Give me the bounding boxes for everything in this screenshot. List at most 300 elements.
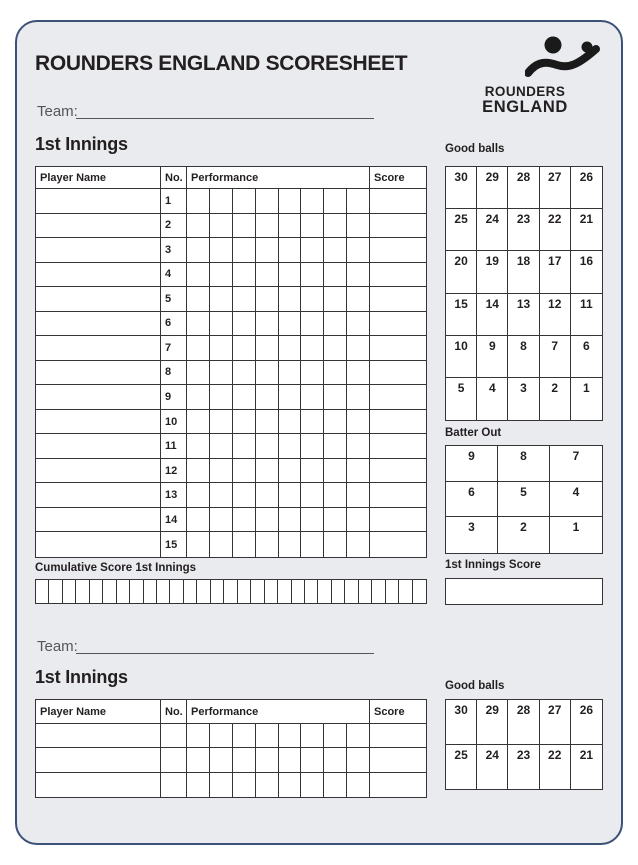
performance-cell bbox=[256, 773, 279, 797]
performance-cell bbox=[210, 312, 233, 337]
good-ball-cell: 19 bbox=[477, 251, 508, 293]
performance-cell bbox=[301, 189, 324, 214]
performance-cell bbox=[347, 189, 370, 214]
batter-out-cell: 1 bbox=[550, 517, 602, 553]
good-ball-cell: 18 bbox=[508, 251, 539, 293]
performance-cell bbox=[256, 361, 279, 386]
score-cell bbox=[370, 532, 426, 557]
performance-cell bbox=[233, 483, 256, 508]
performance-cell bbox=[301, 748, 324, 772]
column-header-no: No. bbox=[161, 167, 187, 189]
cumulative-score-cell bbox=[413, 580, 426, 603]
performance-cell bbox=[210, 336, 233, 361]
good-ball-cell: 26 bbox=[571, 700, 602, 745]
performance-cell bbox=[301, 214, 324, 239]
batter-out-cell: 8 bbox=[498, 446, 550, 482]
batter-number-cell bbox=[161, 724, 187, 748]
good-ball-cell: 27 bbox=[540, 700, 571, 745]
performance-cell bbox=[279, 724, 302, 748]
batter-out-cell: 2 bbox=[498, 517, 550, 553]
performance-cell bbox=[301, 238, 324, 263]
performance-cell bbox=[256, 189, 279, 214]
good-ball-cell: 7 bbox=[540, 336, 571, 378]
performance-cell bbox=[279, 287, 302, 312]
team-name-line-bottom bbox=[76, 653, 374, 654]
performance-cell bbox=[279, 532, 302, 557]
player-name-cell bbox=[36, 385, 161, 410]
performance-cell bbox=[324, 238, 347, 263]
performance-cell bbox=[233, 238, 256, 263]
performance-cell bbox=[324, 287, 347, 312]
performance-cell bbox=[301, 263, 324, 288]
page-title: ROUNDERS ENGLAND SCORESHEET bbox=[35, 52, 408, 75]
cumulative-score-cell bbox=[144, 580, 157, 603]
performance-cell bbox=[210, 410, 233, 435]
performance-cell bbox=[279, 410, 302, 435]
good-ball-cell: 10 bbox=[446, 336, 477, 378]
cumulative-score-cell bbox=[318, 580, 331, 603]
batter-out-cell: 7 bbox=[550, 446, 602, 482]
performance-cell bbox=[347, 508, 370, 533]
performance-cell bbox=[256, 410, 279, 435]
performance-cell bbox=[187, 483, 210, 508]
good-ball-cell: 3 bbox=[508, 378, 539, 420]
player-name-cell bbox=[36, 434, 161, 459]
good-ball-cell: 1 bbox=[571, 378, 602, 420]
performance-cell bbox=[233, 434, 256, 459]
score-cell bbox=[370, 724, 426, 748]
cumulative-score-cell bbox=[103, 580, 116, 603]
cumulative-score-cell bbox=[265, 580, 278, 603]
batter-number-cell bbox=[161, 773, 187, 797]
performance-cell bbox=[301, 287, 324, 312]
good-ball-cell: 2 bbox=[540, 378, 571, 420]
good-ball-cell: 30 bbox=[446, 700, 477, 745]
performance-cell bbox=[210, 189, 233, 214]
performance-cell bbox=[279, 748, 302, 772]
performance-cell bbox=[233, 263, 256, 288]
performance-cell bbox=[187, 724, 210, 748]
performance-cell bbox=[279, 385, 302, 410]
score-cell bbox=[370, 189, 426, 214]
players-table-top bbox=[35, 166, 427, 558]
performance-cell bbox=[256, 748, 279, 772]
performance-cell bbox=[187, 410, 210, 435]
performance-cell bbox=[279, 336, 302, 361]
cumulative-score-cell bbox=[184, 580, 197, 603]
player-name-cell bbox=[36, 214, 161, 239]
batter-out-cell: 9 bbox=[446, 446, 498, 482]
column-header-performance: Performance bbox=[187, 700, 370, 724]
team-label-bottom: Team: bbox=[37, 638, 78, 655]
performance-cell bbox=[301, 434, 324, 459]
player-name-cell bbox=[36, 263, 161, 288]
performance-cell bbox=[187, 773, 210, 797]
performance-cell bbox=[324, 214, 347, 239]
good-ball-cell: 25 bbox=[446, 745, 477, 790]
performance-cell bbox=[324, 336, 347, 361]
cumulative-score-cell bbox=[76, 580, 89, 603]
performance-cell bbox=[233, 214, 256, 239]
batter-number-cell: 11 bbox=[161, 434, 187, 459]
performance-cell bbox=[210, 724, 233, 748]
performance-cell bbox=[187, 385, 210, 410]
performance-cell bbox=[301, 361, 324, 386]
performance-cell bbox=[347, 312, 370, 337]
performance-cell bbox=[347, 532, 370, 557]
performance-cell bbox=[301, 336, 324, 361]
performance-cell bbox=[210, 238, 233, 263]
batter-out-label: Batter Out bbox=[445, 427, 502, 439]
performance-cell bbox=[279, 312, 302, 337]
player-name-cell bbox=[36, 336, 161, 361]
performance-cell bbox=[256, 238, 279, 263]
performance-cell bbox=[256, 312, 279, 337]
performance-cell bbox=[324, 724, 347, 748]
performance-cell bbox=[347, 459, 370, 484]
score-cell bbox=[370, 410, 426, 435]
good-ball-cell: 15 bbox=[446, 294, 477, 336]
score-cell bbox=[370, 336, 426, 361]
batter-number-cell: 1 bbox=[161, 189, 187, 214]
performance-cell bbox=[233, 748, 256, 772]
performance-cell bbox=[233, 287, 256, 312]
cumulative-score-cell bbox=[238, 580, 251, 603]
score-cell bbox=[370, 287, 426, 312]
good-balls-label-top: Good balls bbox=[445, 143, 505, 155]
cumulative-score-cell bbox=[157, 580, 170, 603]
batter-number-cell: 4 bbox=[161, 263, 187, 288]
performance-cell bbox=[324, 483, 347, 508]
good-ball-cell: 13 bbox=[508, 294, 539, 336]
performance-cell bbox=[210, 214, 233, 239]
player-name-cell bbox=[36, 410, 161, 435]
performance-cell bbox=[347, 214, 370, 239]
performance-cell bbox=[279, 263, 302, 288]
performance-cell bbox=[233, 361, 256, 386]
rounders-england-logo-text bbox=[457, 85, 593, 116]
performance-cell bbox=[210, 263, 233, 288]
performance-cell bbox=[233, 336, 256, 361]
good-ball-cell: 28 bbox=[508, 700, 539, 745]
player-name-cell bbox=[36, 532, 161, 557]
batter-number-cell: 8 bbox=[161, 361, 187, 386]
performance-cell bbox=[256, 385, 279, 410]
performance-cell bbox=[301, 724, 324, 748]
column-header-score: Score bbox=[370, 700, 426, 724]
good-balls-grid-top bbox=[445, 166, 603, 421]
performance-cell bbox=[279, 459, 302, 484]
batter-number-cell: 9 bbox=[161, 385, 187, 410]
score-cell bbox=[370, 434, 426, 459]
performance-cell bbox=[347, 773, 370, 797]
cumulative-score-cell bbox=[117, 580, 130, 603]
performance-cell bbox=[210, 748, 233, 772]
performance-cell bbox=[347, 410, 370, 435]
player-name-cell bbox=[36, 361, 161, 386]
performance-cell bbox=[347, 434, 370, 459]
performance-cell bbox=[187, 263, 210, 288]
score-cell bbox=[370, 483, 426, 508]
player-name-cell bbox=[36, 189, 161, 214]
player-name-cell bbox=[36, 508, 161, 533]
cumulative-score-cell bbox=[90, 580, 103, 603]
performance-cell bbox=[279, 238, 302, 263]
good-ball-cell: 20 bbox=[446, 251, 477, 293]
performance-cell bbox=[210, 434, 233, 459]
cumulative-score-cell bbox=[278, 580, 291, 603]
cumulative-score-strip bbox=[35, 579, 427, 604]
performance-cell bbox=[347, 483, 370, 508]
batter-number-cell: 13 bbox=[161, 483, 187, 508]
good-ball-cell: 23 bbox=[508, 745, 539, 790]
performance-cell bbox=[301, 773, 324, 797]
performance-cell bbox=[233, 410, 256, 435]
column-header-player-name: Player Name bbox=[36, 700, 161, 724]
performance-cell bbox=[256, 434, 279, 459]
good-ball-cell: 27 bbox=[540, 167, 571, 209]
good-ball-cell: 21 bbox=[571, 745, 602, 790]
performance-cell bbox=[233, 312, 256, 337]
performance-cell bbox=[256, 532, 279, 557]
performance-cell bbox=[210, 361, 233, 386]
player-name-cell bbox=[36, 773, 161, 797]
cumulative-score-cell bbox=[305, 580, 318, 603]
good-ball-cell: 16 bbox=[571, 251, 602, 293]
performance-cell bbox=[324, 748, 347, 772]
performance-cell bbox=[324, 434, 347, 459]
performance-cell bbox=[256, 336, 279, 361]
performance-cell bbox=[279, 483, 302, 508]
performance-cell bbox=[324, 312, 347, 337]
performance-cell bbox=[187, 238, 210, 263]
batter-number-cell: 2 bbox=[161, 214, 187, 239]
performance-cell bbox=[233, 385, 256, 410]
good-ball-cell: 12 bbox=[540, 294, 571, 336]
performance-cell bbox=[347, 724, 370, 748]
performance-cell bbox=[324, 459, 347, 484]
good-ball-cell: 24 bbox=[477, 745, 508, 790]
performance-cell bbox=[233, 459, 256, 484]
innings-score-box bbox=[445, 578, 603, 605]
performance-cell bbox=[324, 410, 347, 435]
batter-number-cell: 7 bbox=[161, 336, 187, 361]
team-name-line-top bbox=[76, 118, 374, 119]
cumulative-score-cell bbox=[251, 580, 264, 603]
player-name-cell bbox=[36, 287, 161, 312]
performance-cell bbox=[210, 459, 233, 484]
cumulative-score-label: Cumulative Score 1st Innings bbox=[35, 562, 197, 574]
performance-cell bbox=[256, 263, 279, 288]
performance-cell bbox=[279, 214, 302, 239]
good-ball-cell: 23 bbox=[508, 209, 539, 251]
performance-cell bbox=[279, 361, 302, 386]
performance-cell bbox=[210, 773, 233, 797]
performance-cell bbox=[187, 434, 210, 459]
performance-cell bbox=[279, 434, 302, 459]
good-ball-cell: 22 bbox=[540, 209, 571, 251]
good-balls-grid-bottom bbox=[445, 699, 603, 790]
column-header-player-name: Player Name bbox=[36, 167, 161, 189]
player-name-cell bbox=[36, 312, 161, 337]
team-label-top: Team: bbox=[37, 103, 78, 120]
good-ball-cell: 8 bbox=[508, 336, 539, 378]
performance-cell bbox=[210, 287, 233, 312]
player-name-cell bbox=[36, 459, 161, 484]
performance-cell bbox=[347, 748, 370, 772]
column-header-score: Score bbox=[370, 167, 426, 189]
performance-cell bbox=[210, 483, 233, 508]
cumulative-score-cell bbox=[292, 580, 305, 603]
performance-cell bbox=[187, 361, 210, 386]
good-ball-cell: 9 bbox=[477, 336, 508, 378]
performance-cell bbox=[187, 312, 210, 337]
performance-cell bbox=[347, 263, 370, 288]
score-cell bbox=[370, 263, 426, 288]
performance-cell bbox=[187, 459, 210, 484]
good-ball-cell: 28 bbox=[508, 167, 539, 209]
good-ball-cell: 17 bbox=[540, 251, 571, 293]
players-table-bottom bbox=[35, 699, 427, 798]
batter-out-cell: 6 bbox=[446, 482, 498, 518]
performance-cell bbox=[233, 773, 256, 797]
score-cell bbox=[370, 748, 426, 772]
performance-cell bbox=[301, 410, 324, 435]
cumulative-score-cell bbox=[49, 580, 62, 603]
performance-cell bbox=[256, 214, 279, 239]
performance-cell bbox=[187, 336, 210, 361]
player-name-cell bbox=[36, 724, 161, 748]
cumulative-score-cell bbox=[332, 580, 345, 603]
batter-number-cell: 12 bbox=[161, 459, 187, 484]
cumulative-score-cell bbox=[345, 580, 358, 603]
batter-number-cell: 15 bbox=[161, 532, 187, 557]
cumulative-score-cell bbox=[224, 580, 237, 603]
score-cell bbox=[370, 773, 426, 797]
rounders-england-logo-icon bbox=[525, 35, 601, 85]
performance-cell bbox=[233, 532, 256, 557]
innings-heading-bottom: 1st Innings bbox=[35, 667, 128, 687]
batter-number-cell: 6 bbox=[161, 312, 187, 337]
player-name-cell bbox=[36, 748, 161, 772]
performance-cell bbox=[210, 508, 233, 533]
scoresheet-page bbox=[15, 20, 623, 845]
performance-cell bbox=[301, 508, 324, 533]
good-ball-cell: 30 bbox=[446, 167, 477, 209]
performance-cell bbox=[256, 724, 279, 748]
performance-cell bbox=[187, 508, 210, 533]
cumulative-score-cell bbox=[63, 580, 76, 603]
player-name-cell bbox=[36, 238, 161, 263]
player-name-cell bbox=[36, 483, 161, 508]
performance-cell bbox=[256, 459, 279, 484]
score-cell bbox=[370, 508, 426, 533]
performance-cell bbox=[301, 483, 324, 508]
performance-cell bbox=[324, 189, 347, 214]
performance-cell bbox=[324, 263, 347, 288]
performance-cell bbox=[347, 287, 370, 312]
logo-line2: ENGLAND bbox=[482, 98, 568, 117]
performance-cell bbox=[210, 385, 233, 410]
performance-cell bbox=[324, 532, 347, 557]
good-ball-cell: 14 bbox=[477, 294, 508, 336]
performance-cell bbox=[279, 189, 302, 214]
performance-cell bbox=[301, 385, 324, 410]
column-header-no: No. bbox=[161, 700, 187, 724]
innings-score-label: 1st Innings Score bbox=[445, 559, 541, 571]
good-ball-cell: 4 bbox=[477, 378, 508, 420]
performance-cell bbox=[347, 238, 370, 263]
performance-cell bbox=[279, 508, 302, 533]
performance-cell bbox=[210, 532, 233, 557]
good-ball-cell: 21 bbox=[571, 209, 602, 251]
good-ball-cell: 26 bbox=[571, 167, 602, 209]
good-balls-label-bottom: Good balls bbox=[445, 680, 505, 692]
cumulative-score-cell bbox=[36, 580, 49, 603]
performance-cell bbox=[347, 361, 370, 386]
score-cell bbox=[370, 361, 426, 386]
column-header-performance: Performance bbox=[187, 167, 370, 189]
performance-cell bbox=[256, 287, 279, 312]
batter-number-cell bbox=[161, 748, 187, 772]
score-cell bbox=[370, 214, 426, 239]
batter-number-cell: 5 bbox=[161, 287, 187, 312]
good-ball-cell: 24 bbox=[477, 209, 508, 251]
performance-cell bbox=[233, 508, 256, 533]
batter-out-cell: 3 bbox=[446, 517, 498, 553]
good-ball-cell: 5 bbox=[446, 378, 477, 420]
performance-cell bbox=[324, 361, 347, 386]
performance-cell bbox=[233, 724, 256, 748]
good-ball-cell: 6 bbox=[571, 336, 602, 378]
performance-cell bbox=[347, 385, 370, 410]
good-ball-cell: 29 bbox=[477, 167, 508, 209]
performance-cell bbox=[301, 532, 324, 557]
cumulative-score-cell bbox=[399, 580, 412, 603]
performance-cell bbox=[187, 189, 210, 214]
performance-cell bbox=[187, 287, 210, 312]
performance-cell bbox=[301, 312, 324, 337]
logo-line1: ROUNDERS bbox=[484, 84, 566, 99]
performance-cell bbox=[279, 773, 302, 797]
performance-cell bbox=[324, 385, 347, 410]
cumulative-score-cell bbox=[170, 580, 183, 603]
batter-out-cell: 5 bbox=[498, 482, 550, 518]
score-cell bbox=[370, 312, 426, 337]
performance-cell bbox=[301, 459, 324, 484]
good-ball-cell: 25 bbox=[446, 209, 477, 251]
cumulative-score-cell bbox=[197, 580, 210, 603]
batter-out-cell: 4 bbox=[550, 482, 602, 518]
good-ball-cell: 22 bbox=[540, 745, 571, 790]
score-cell bbox=[370, 238, 426, 263]
batter-out-grid bbox=[445, 445, 603, 554]
cumulative-score-cell bbox=[130, 580, 143, 603]
batter-number-cell: 10 bbox=[161, 410, 187, 435]
cumulative-score-cell bbox=[386, 580, 399, 603]
cumulative-score-cell bbox=[211, 580, 224, 603]
score-cell bbox=[370, 385, 426, 410]
good-ball-cell: 11 bbox=[571, 294, 602, 336]
cumulative-score-cell bbox=[359, 580, 372, 603]
batter-number-cell: 3 bbox=[161, 238, 187, 263]
performance-cell bbox=[256, 483, 279, 508]
batter-number-cell: 14 bbox=[161, 508, 187, 533]
performance-cell bbox=[347, 336, 370, 361]
performance-cell bbox=[256, 508, 279, 533]
performance-cell bbox=[233, 189, 256, 214]
performance-cell bbox=[187, 748, 210, 772]
